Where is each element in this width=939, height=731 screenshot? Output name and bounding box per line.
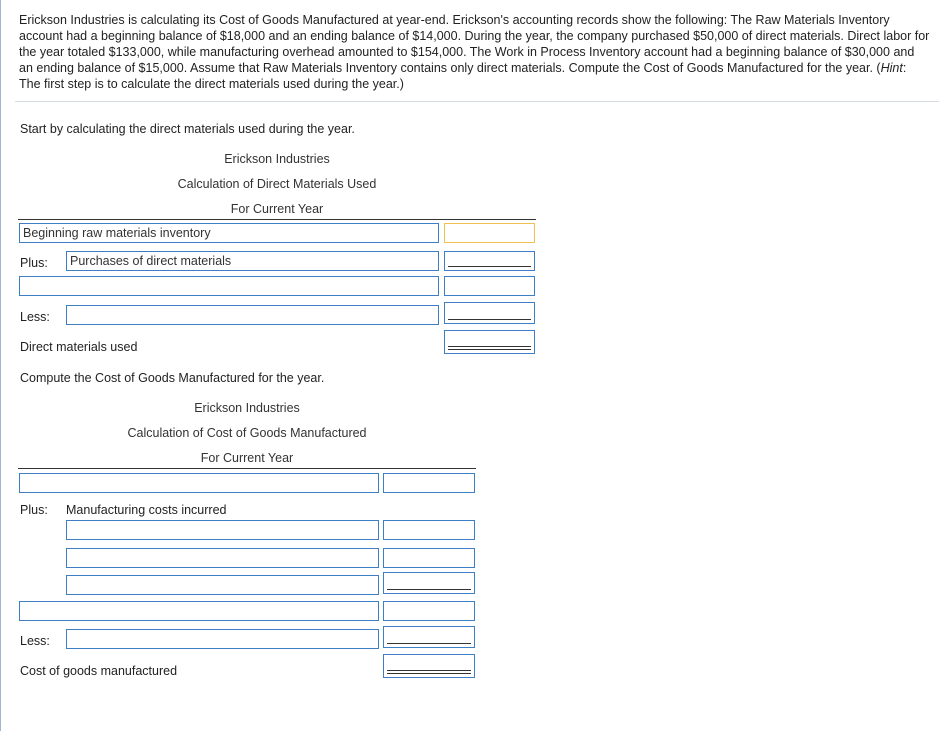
problem-text-part1: Erickson Industries is calculating its Cost of Goods Manufactured at year-end. Erickson's accounting records show the following: The Raw Materials Inventory account had a beginning balance of $18,000 and an ending balance of $14,000. During the year, the company purchased $50,000 of direct materials. Direct labor for the year totaled $133,000, while manufacturing overhead amounted to $154,000. The Work in Process Inventory account had a beginning balance of $30,000 and an ending balance of $15,000. Assume that Raw Materials Inventory contains only direct materials. Compute the Cost of Goods Manufactured for the year. ( [19, 13, 930, 75]
beginning-inventory-amount[interactable] [444, 223, 535, 243]
section1-header-rule [18, 219, 536, 220]
mfg-cost-amount-1[interactable] [383, 520, 475, 540]
section2-instruction: Compute the Cost of Goods Manufactured for the year. [20, 371, 325, 385]
mfg-cost-amount-2[interactable] [383, 548, 475, 568]
section1-heading: Calculation of Direct Materials Used [177, 177, 377, 191]
section1-instruction: Start by calculating the direct materials used during the year. [20, 122, 355, 136]
wip-beginning-label-field[interactable] [19, 473, 379, 493]
total-mfg-costs-label-field[interactable] [19, 601, 379, 621]
plus-label-1: Plus: [20, 256, 48, 270]
beginning-inventory-label-field[interactable]: Beginning raw materials inventory [19, 223, 439, 243]
direct-materials-used-amount[interactable] [444, 330, 535, 354]
mfg-cost-amount-3[interactable] [383, 572, 475, 594]
total-mfg-costs-amount[interactable] [383, 601, 475, 621]
less-label-1: Less: [20, 310, 50, 324]
problem-text-part2: : The first step is to calculate the direct materials used during the year.) [19, 61, 907, 91]
section2-header-rule [18, 468, 476, 469]
subtotal-label-field[interactable] [19, 276, 439, 296]
less-label-field-1[interactable] [66, 305, 439, 325]
purchases-amount[interactable] [444, 251, 535, 271]
section2-period: For Current Year [200, 451, 294, 465]
mfg-cost-label-field-2[interactable] [66, 548, 379, 568]
manufacturing-costs-label: Manufacturing costs incurred [66, 503, 227, 517]
purchases-label-field[interactable]: Purchases of direct materials [66, 251, 439, 271]
section2-heading: Calculation of Cost of Goods Manufactured [127, 426, 367, 440]
cogm-amount[interactable] [383, 654, 475, 678]
less-amount-1[interactable] [444, 302, 535, 324]
mfg-cost-label-field-3[interactable] [66, 575, 379, 595]
less-amount-2[interactable] [383, 626, 475, 648]
less-label-field-2[interactable] [66, 629, 379, 649]
direct-materials-used-label: Direct materials used [20, 340, 138, 354]
section2-company: Erickson Industries [194, 401, 300, 415]
plus-label-2: Plus: [20, 503, 48, 517]
cogm-label: Cost of goods manufactured [20, 664, 178, 678]
subtotal-amount[interactable] [444, 276, 535, 296]
mfg-cost-label-field-1[interactable] [66, 520, 379, 540]
hint-label: Hint [880, 61, 903, 75]
section1-period: For Current Year [230, 202, 324, 216]
wip-beginning-amount[interactable] [383, 473, 475, 493]
less-label-2: Less: [20, 634, 50, 648]
divider [15, 101, 939, 102]
section1-company: Erickson Industries [224, 152, 330, 166]
problem-statement [19, 12, 931, 92]
